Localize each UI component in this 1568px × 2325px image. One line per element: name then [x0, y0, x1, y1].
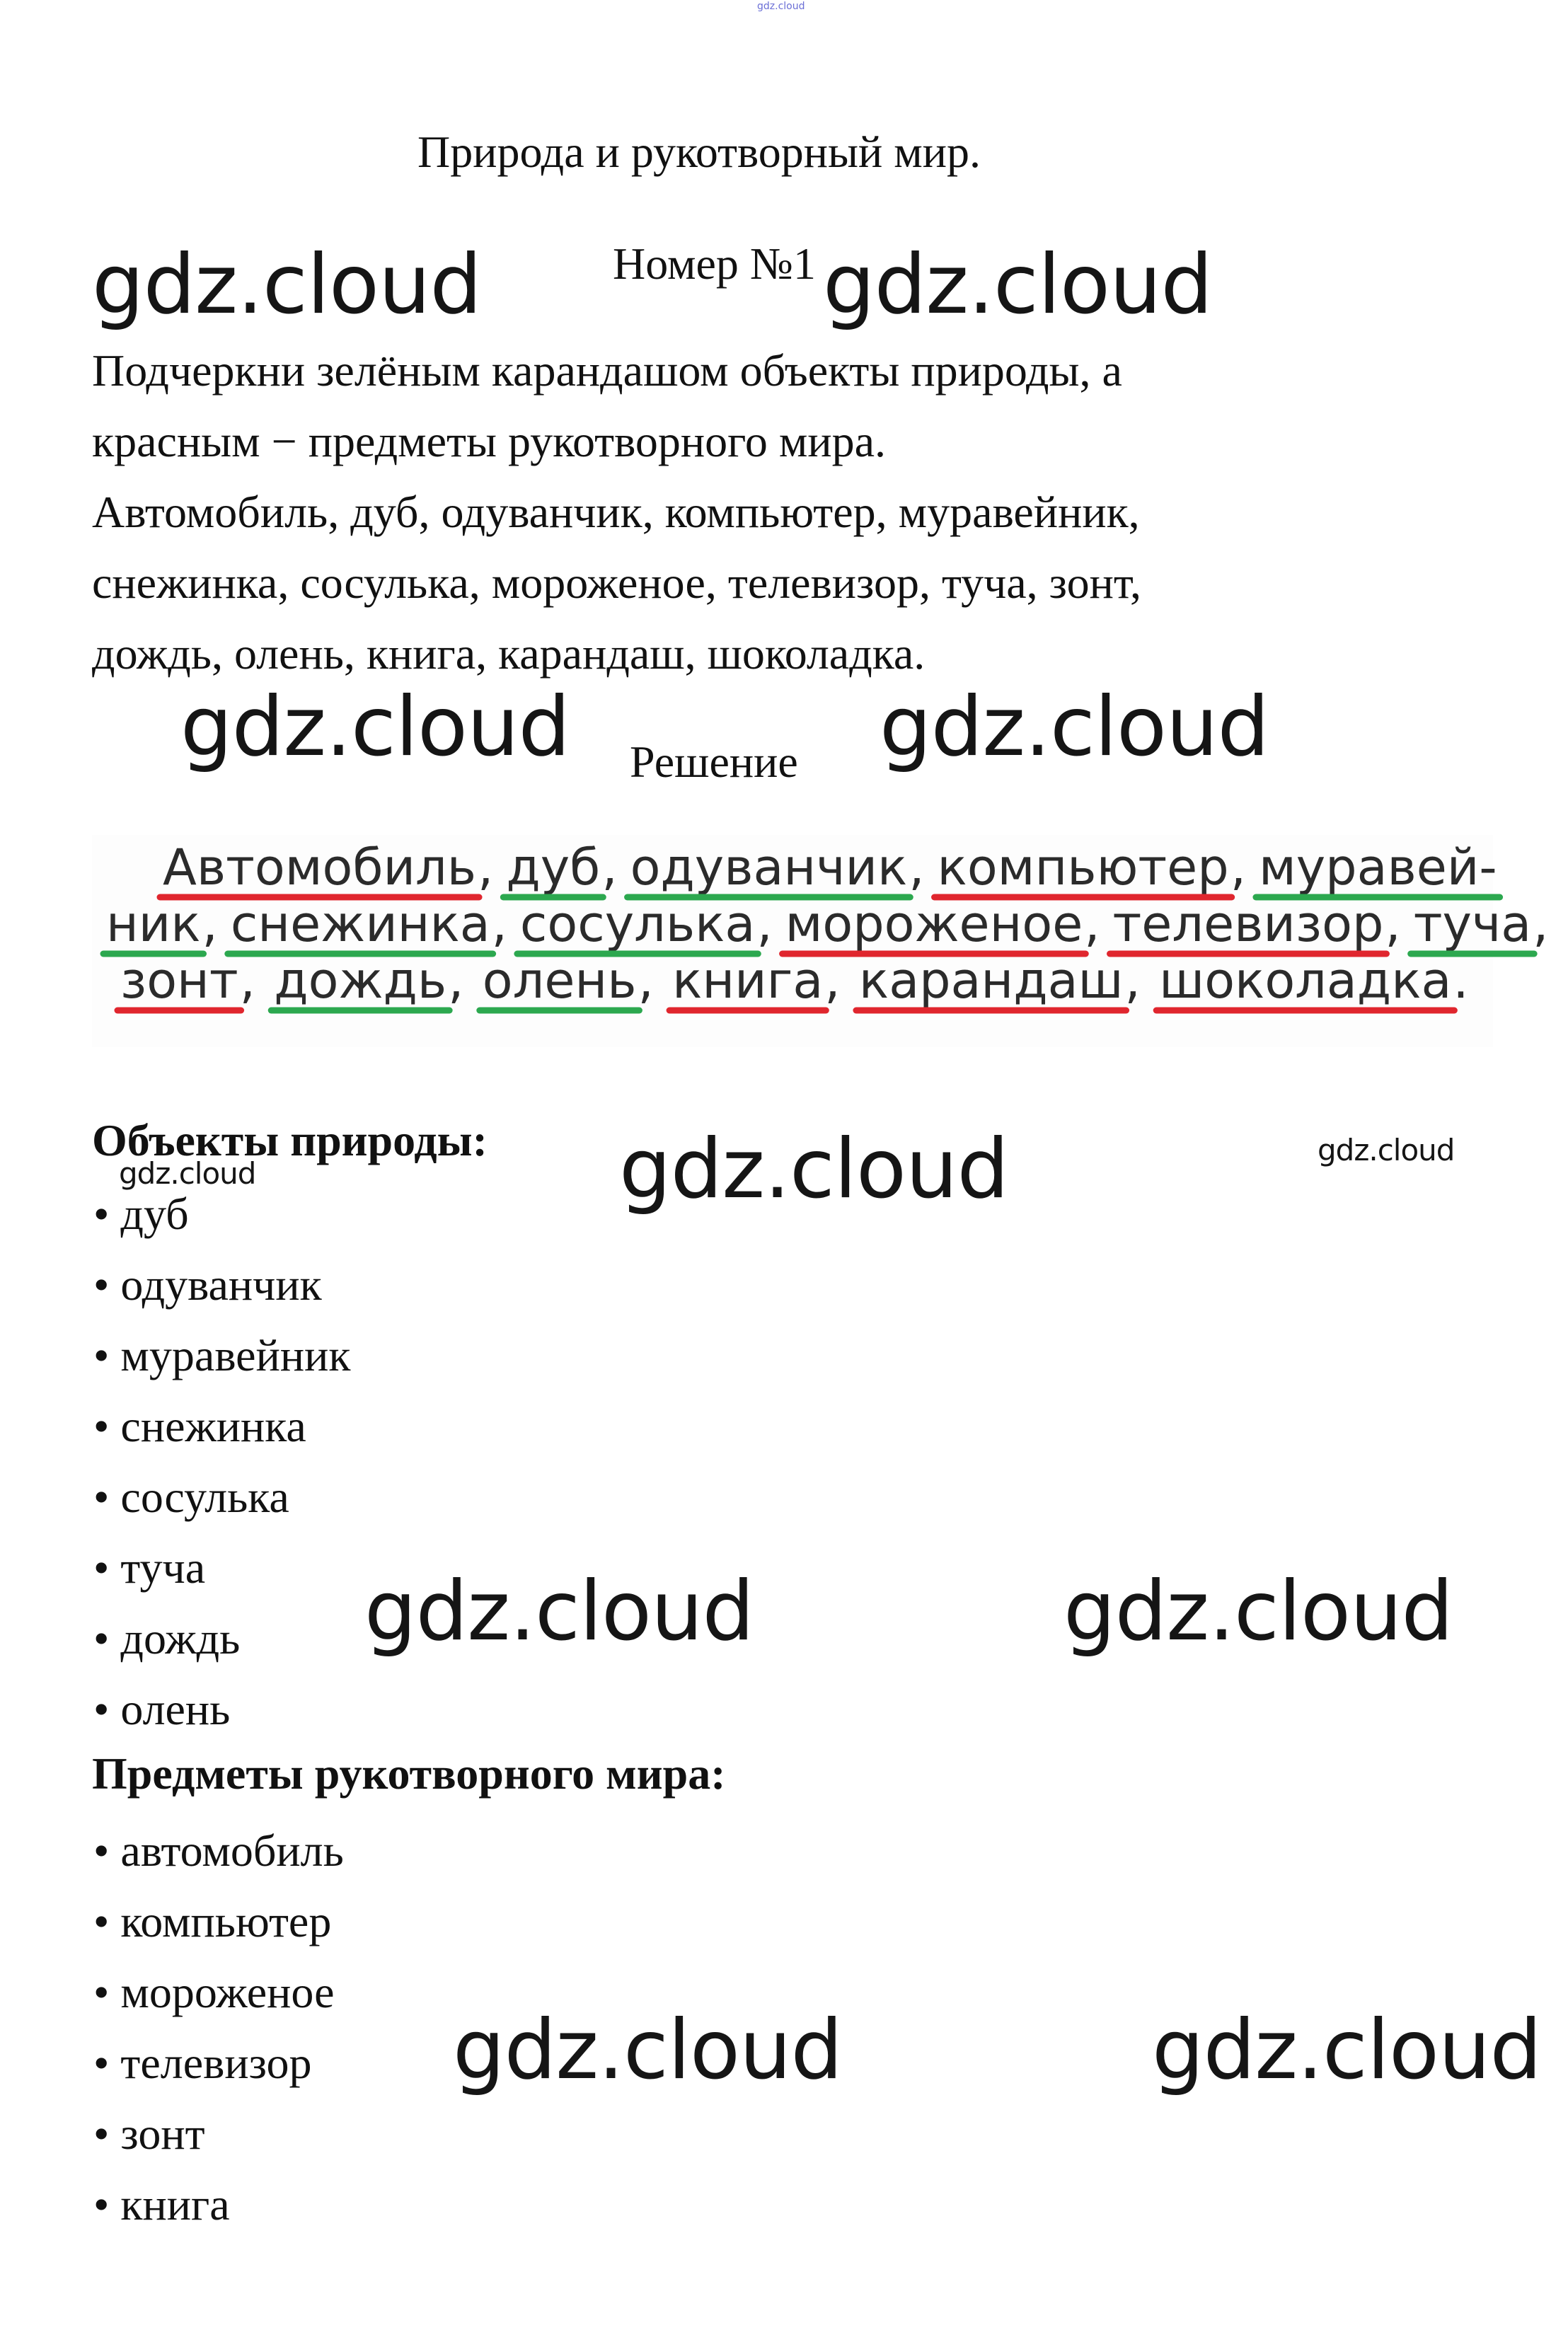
- punctuation: .: [1453, 952, 1469, 1010]
- task-number: Номер №1: [613, 238, 816, 289]
- solution-line: [103, 895, 1548, 954]
- punctuation: ,: [202, 895, 218, 953]
- top-watermark: gdz.cloud: [757, 1, 805, 12]
- solution-line: [117, 952, 1469, 1010]
- punctuation: ,: [756, 895, 773, 953]
- task-text-line: дождь, олень, книга, карандаш, шоколадка.: [92, 628, 926, 679]
- punctuation: ,: [1385, 895, 1401, 953]
- list-item: • зонт: [93, 2099, 344, 2169]
- watermark: gdz.cloud: [1152, 2002, 1542, 2098]
- punctuation: ,: [1124, 952, 1141, 1010]
- manmade-heading: Предметы рукотворного мира:: [92, 1748, 726, 1799]
- watermark: gdz.cloud: [619, 1121, 1009, 1217]
- list-item: • дуб: [93, 1179, 350, 1250]
- punctuation: ,: [448, 952, 464, 1010]
- watermark: gdz.cloud: [880, 679, 1269, 775]
- list-item: • компьютер: [93, 1886, 344, 1957]
- punctuation: ,: [638, 952, 654, 1010]
- list-item: • дождь: [93, 1603, 350, 1674]
- watermark: gdz.cloud: [180, 679, 570, 775]
- punctuation: ,: [1230, 838, 1246, 896]
- punctuation: ,: [478, 838, 494, 896]
- solution-word: снежинка: [230, 895, 490, 953]
- solution-word: шоколадка: [1159, 952, 1452, 1010]
- watermark: gdz.cloud: [1318, 1133, 1455, 1167]
- solution-word: мороженое: [785, 895, 1083, 953]
- watermark: gdz.cloud: [119, 1156, 256, 1191]
- list-item: • туча: [93, 1533, 350, 1603]
- solution-word: карандаш: [858, 952, 1124, 1010]
- solution-line: [160, 838, 1500, 897]
- punctuation: ,: [1084, 895, 1100, 953]
- task-text-line: Подчеркни зелёным карандашом объекты природы, а: [92, 345, 1122, 396]
- list-item: • мороженое: [93, 1957, 344, 2028]
- task-text-line: красным − предметы рукотворного мира.: [92, 416, 886, 466]
- list-item: • снежинка: [93, 1391, 350, 1462]
- watermark: gdz.cloud: [453, 2002, 843, 2098]
- solution-word: туча: [1413, 895, 1532, 953]
- nature-list: [93, 1179, 350, 1745]
- task-text: [92, 335, 1141, 689]
- solution-word: дуб: [506, 838, 601, 896]
- punctuation: ,: [601, 838, 618, 896]
- punctuation: ,: [239, 952, 255, 1010]
- list-item: • муравейник: [93, 1320, 350, 1391]
- list-item: • олень: [93, 1674, 350, 1745]
- watermark: gdz.cloud: [364, 1564, 754, 1659]
- list-item: • автомобиль: [93, 1816, 344, 1886]
- solution-word: компьютер: [937, 838, 1229, 896]
- list-item: • книга: [93, 2169, 344, 2240]
- list-item: • одуванчик: [93, 1250, 350, 1320]
- task-text-line: снежинка, сосулька, мороженое, телевизор, туча, зонт,: [92, 558, 1141, 608]
- solution-word: телевизор: [1112, 895, 1384, 953]
- watermark: gdz.cloud: [823, 237, 1213, 333]
- solution-word: зонт: [120, 952, 238, 1010]
- solution-word: одуванчик: [630, 838, 908, 896]
- punctuation: ,: [1533, 895, 1549, 953]
- solution-word: олень: [482, 952, 637, 1010]
- solution-word: Автомобиль: [163, 838, 477, 896]
- solution-underline-image: [92, 835, 1549, 1047]
- solution-word: книга: [672, 952, 824, 1010]
- watermark: gdz.cloud: [92, 237, 482, 333]
- task-text-line: Автомобиль, дуб, одуванчик, компьютер, муравейник,: [92, 487, 1140, 537]
- solution-word: сосулька: [519, 895, 756, 953]
- solution-word: дождь: [274, 952, 447, 1010]
- solution-word: муравей-: [1258, 838, 1497, 896]
- list-item: • сосулька: [93, 1462, 350, 1533]
- solution-word: ник: [106, 895, 201, 953]
- nature-heading: Объекты природы:: [92, 1115, 488, 1165]
- list-item: • телевизор: [93, 2028, 344, 2099]
- manmade-list: [93, 1816, 344, 2240]
- punctuation: ,: [909, 838, 925, 896]
- watermark: gdz.cloud: [1063, 1564, 1453, 1659]
- punctuation: ,: [491, 895, 507, 953]
- punctuation: ,: [824, 952, 841, 1010]
- page-title: Природа и рукотворный мир.: [417, 127, 981, 177]
- solution-label: Решение: [630, 737, 798, 787]
